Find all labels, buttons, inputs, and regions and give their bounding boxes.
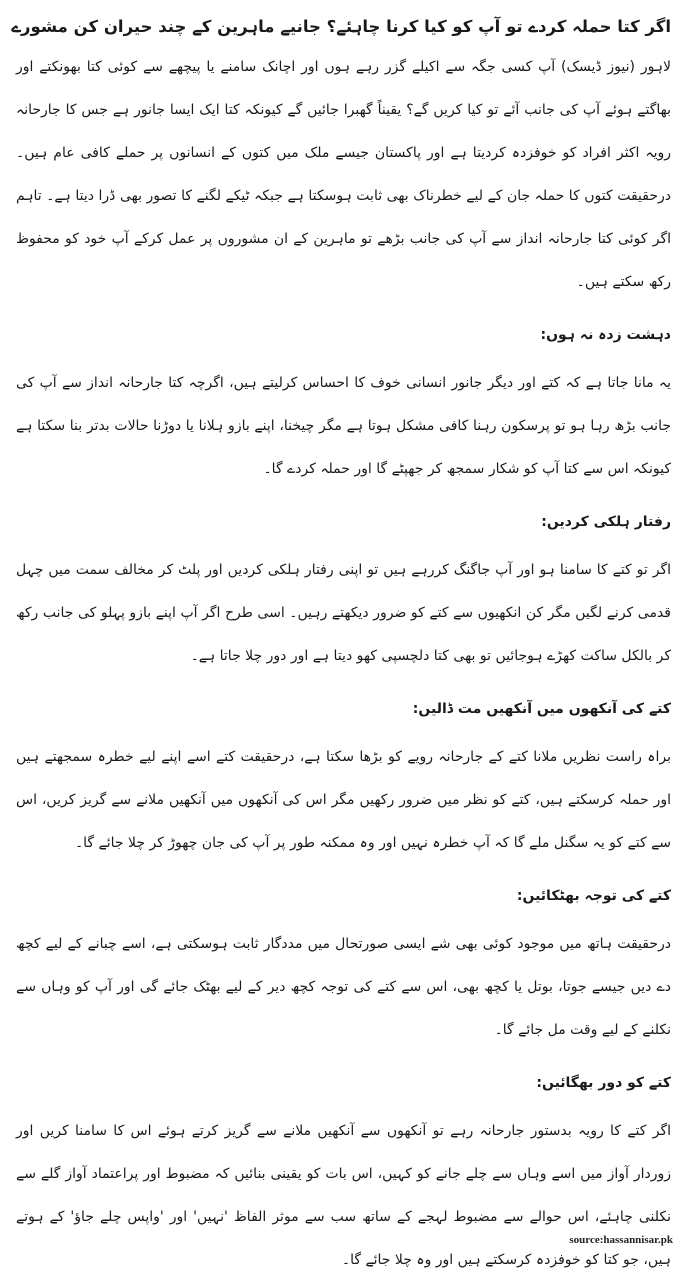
article-title: اگر کتا حملہ کردے تو آپ کو کیا کرنا چاہئے؟ جانیے ماہرین کے چند حیران کن مشورے [11, 17, 671, 36]
section-heading-eye-contact: کتے کی آنکھوں میں آنکھیں مت ڈالیں: [412, 701, 671, 717]
section-body-panic: یہ مانا جاتا ہے کہ کتے اور دیگر جانور انسانی خوف کا احساس کرلیتے ہیں، اگرچہ کتا جارحانہ انداز سے آپ کی جانب بڑھ رہا ہو تو پرسکون رہنا کافی مشکل ہوتا ہے مگر چیخنا، اپنے بازو ہلانا یا دوڑنا حالات بدتر بنا سکتا ہے کیونکہ اس سے کتا آپ کو شکار سمجھ کر جھپٹے گا اور حملہ کردے گا۔ [16, 375, 671, 477]
section-heading-slow-down: رفتار ہلکی کردیں: [541, 514, 671, 530]
section-body-distract: درحقیقت ہاتھ میں موجود کوئی بھی شے ایسی صورتحال میں مددگار ثابت ہوسکتی ہے، اسے چبانے کے لیے کچھ دے دیں جیسے جوتا، بوتل یا کچھ بھی، اس سے کتے کی توجہ کچھ دیر کے لیے بھٹک جائے گی اور آپ کو وہاں سے نکلنے کے لیے وقت مل جائے گا۔ [16, 936, 671, 1038]
section-heading-panic: دہشت زدہ نہ ہوں: [540, 327, 671, 343]
section-body-drive-away: اگر کتے کا رویہ بدستور جارحانہ رہے تو آنکھوں سے آنکھیں ملانے سے گریز کرتے ہوئے اس کا سامنا کریں اور زوردار آواز میں اسے وہاں سے چلے جانے کو کہیں، اس بات کو یقینی بنائیں کہ مضبوط اور پراعتماد آواز گلے سے نکلنی چاہئے، اس حوالے سے مضبوط لہجے کے ساتھ سب سے موثر الفاظ 'نہیں' اور 'واپس چلے جاؤ' کے ہوتے ہیں، جو کتا کو خوفزدہ کرسکتے ہیں اور وہ چلا جائے گا۔ [16, 1123, 671, 1268]
source-credit: source:hassannisar.pk [569, 1234, 673, 1246]
section-body-slow-down: اگر تو کتے کا سامنا ہو اور آپ جاگنگ کررہے ہیں تو اپنی رفتار ہلکی کردیں اور پلٹ کر مخالف سمت میں چہل قدمی کرنے لگیں مگر کن انکھیوں سے کتے کو ضرور دیکھتے رہیں۔ اسی طرح اگر آپ اپنے بازو پہلو کی جانب رکھ کر بالکل ساکت کھڑے ہوجائیں تو بھی کتا دلچسپی کھو دیتا ہے اور دور چلا جاتا ہے۔ [16, 562, 671, 664]
section-heading-distract: کتے کی توجہ بھٹکائیں: [516, 888, 671, 904]
section-body-eye-contact: براہ راست نظریں ملانا کتے کے جارحانہ رویے کو بڑھا سکتا ہے، درحقیقت کتے اسے اپنے لیے خطرہ سمجھتے ہیں اور حملہ کرسکتے ہیں، کتے کو نظر میں ضرور رکھیں مگر اس کی آنکھوں میں آنکھیں ملانے سے گریز کریں، اس سے کتے کو یہ سگنل ملے گا کہ آپ خطرہ نہیں اور وہ ممکنہ طور پر آپ کی جان چھوڑ کر چلا جائے گا۔ [16, 749, 671, 851]
intro-paragraph: لاہور (نیوز ڈیسک) آپ کسی جگہ سے اکیلے گزر رہے ہوں اور اچانک سامنے یا پیچھے سے کوئی کتا بھونکتے اور بھاگتے ہوئے آپ کی جانب آئے تو کیا کریں گے؟ یقیناً گھبرا جائیں گے کیونکہ کتا ایک ایسا جانور ہے جس کا جارحانہ رویہ اکثر افراد کو خوفزدہ کردیتا ہے اور پاکستان جیسے ملک میں کتوں کے انسانوں پر حملے کافی عام ہیں۔ درحقیقت کتوں کا حملہ جان کے لیے خطرناک بھی ثابت ہوسکتا ہے جبکہ ٹیکے لگنے کا تصور بھی ڈرا دیتا ہے۔ تاہم اگر کوئی کتا جارحانہ انداز سے آپ کی جانب بڑھے تو ماہرین کے ان مشوروں پر عمل کرکے آپ خود کو محفوظ رکھ سکتے ہیں۔ [16, 59, 671, 290]
section-heading-drive-away: کتے کو دور بھگائیں: [536, 1075, 671, 1091]
